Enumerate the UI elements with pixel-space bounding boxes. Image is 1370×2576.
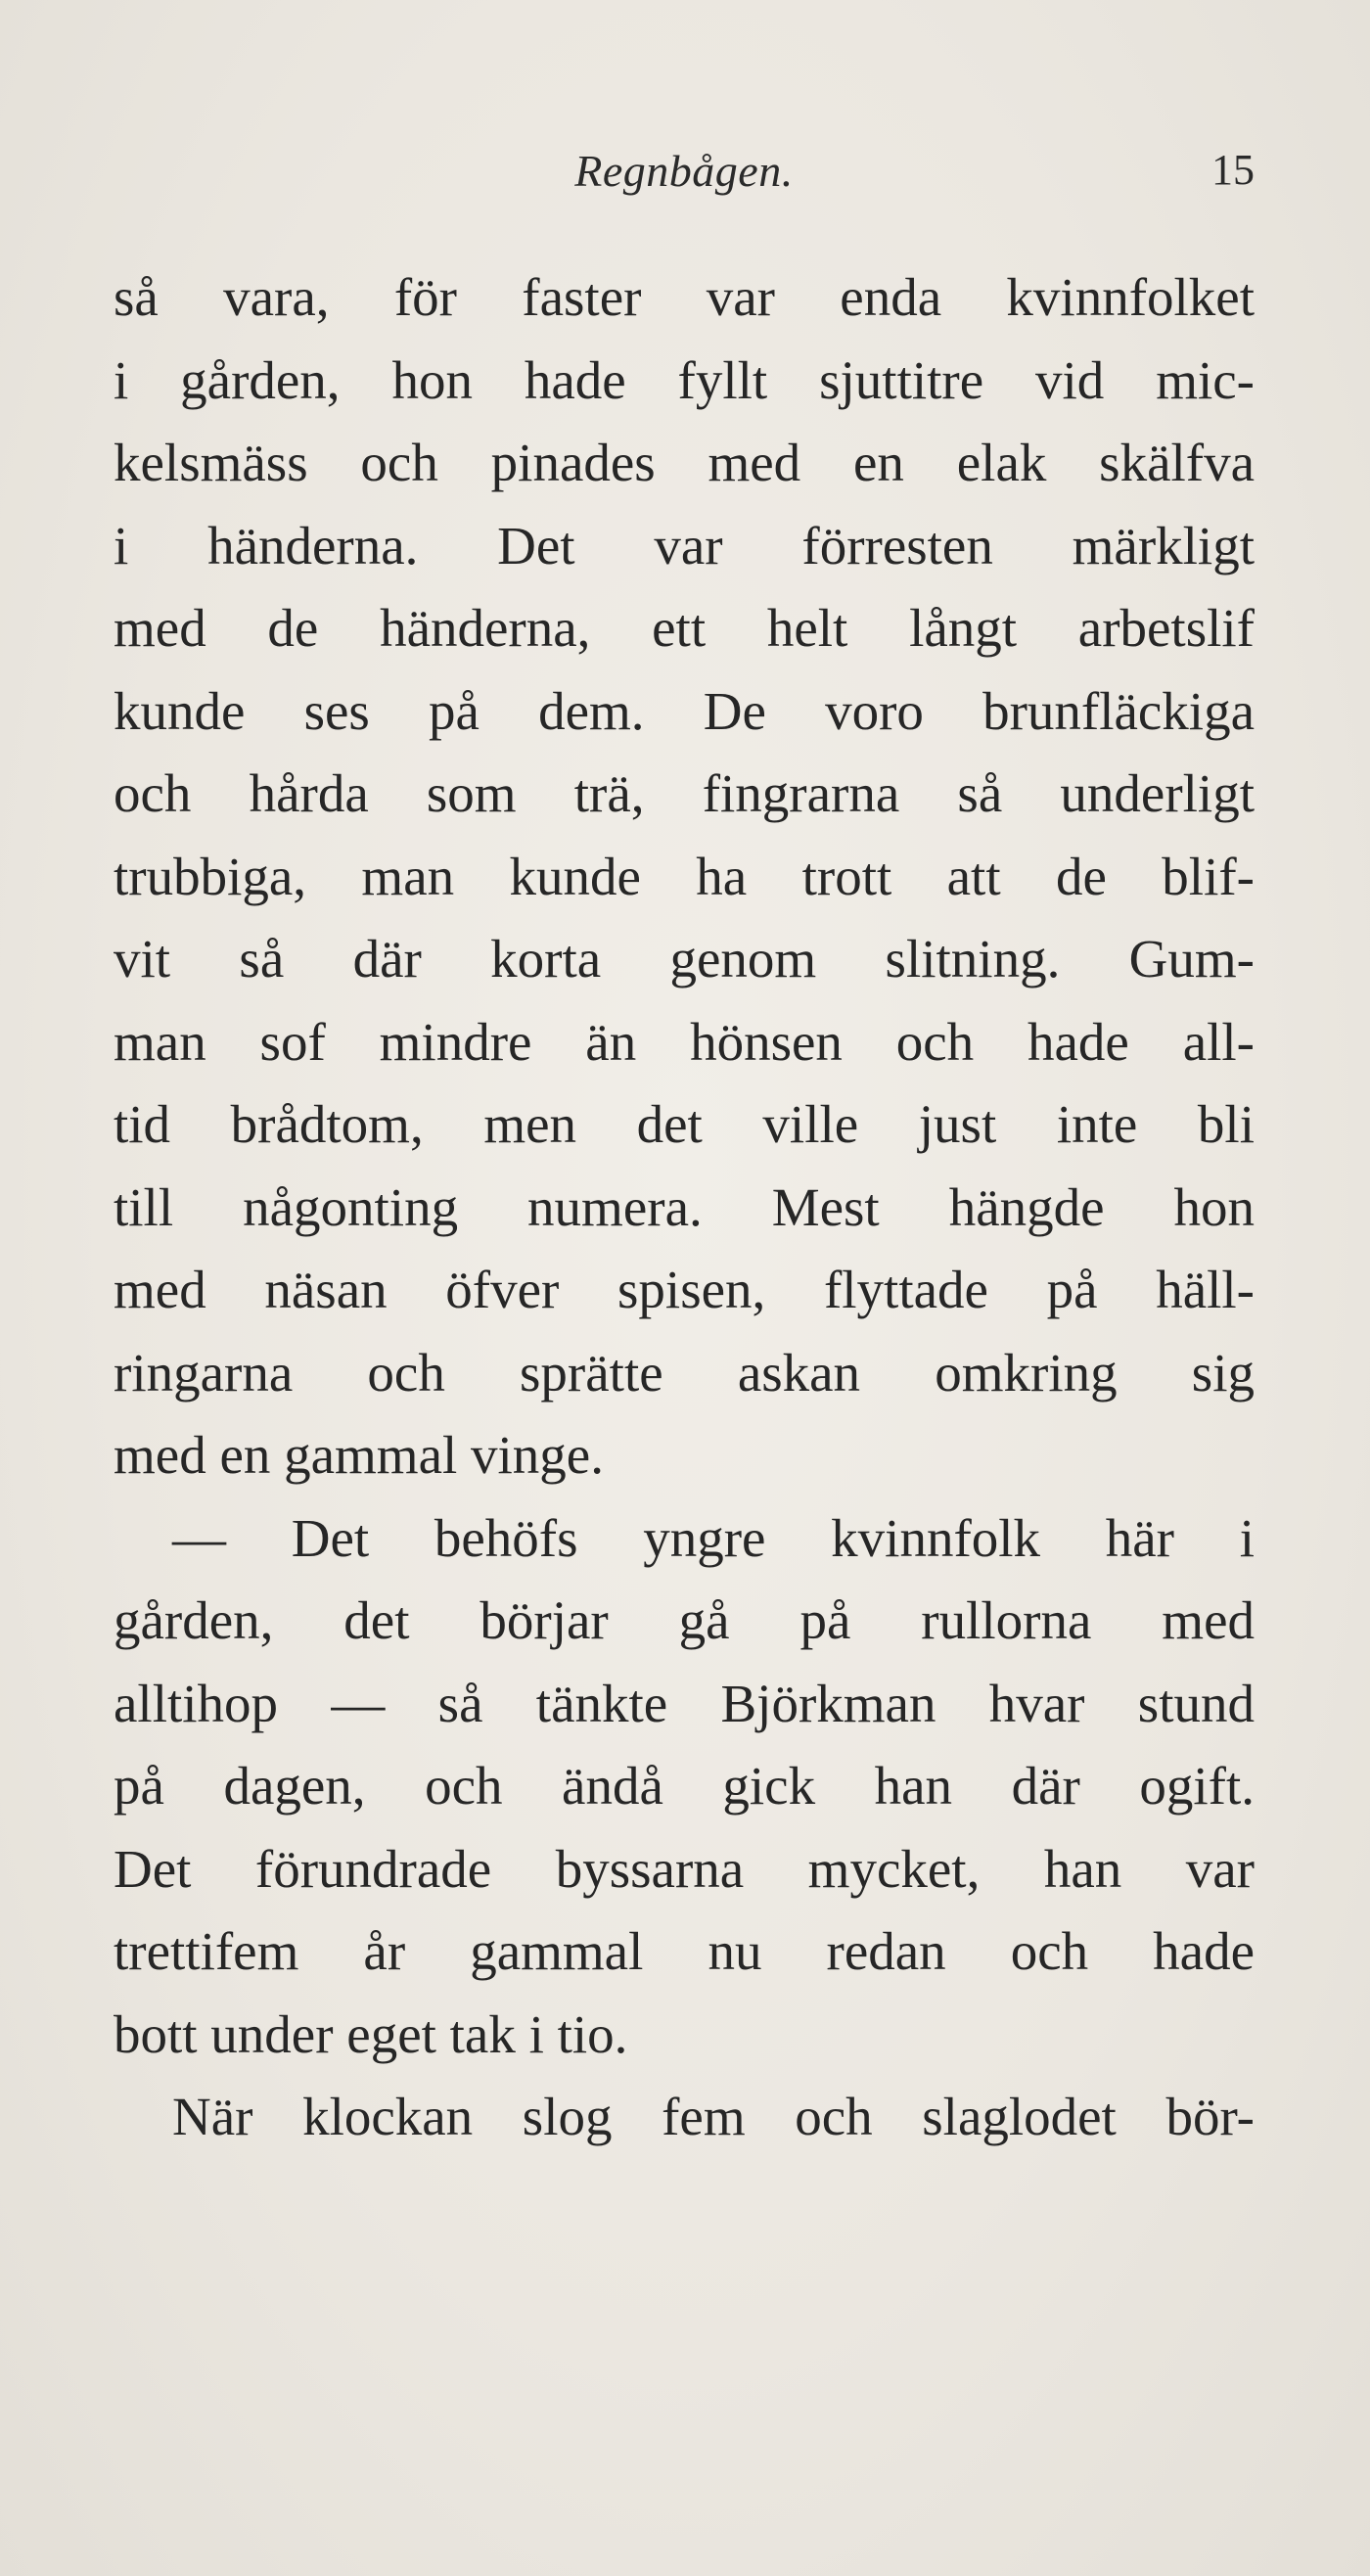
running-title: Regnbågen. — [574, 146, 794, 196]
text-line: kunde ses på dem. De voro brunfläckiga — [114, 680, 1255, 741]
page-header — [114, 145, 1255, 204]
paragraph-start-line: — Det behöfs yngre kvinnfolk här i — [172, 1507, 1255, 1568]
text-line: med näsan öfver spisen, flyttade på häll- — [114, 1260, 1255, 1319]
text-line: man sof mindre än hönsen och hade all- — [114, 1011, 1255, 1072]
text-line: på dagen, och ändå gick han där ogift. — [114, 1756, 1255, 1816]
text-line: så vara, för faster var enda kvinnfolket — [114, 267, 1255, 327]
text-line: vit så där korta genom slitning. Gum- — [114, 929, 1255, 989]
paragraph-end-line: bott under eget tak i tio. — [114, 2003, 628, 2064]
text-line: kelsmäss och pinades med en elak skälfva — [114, 433, 1255, 492]
text-line: tid brådtom, men det ville just inte bli — [114, 1094, 1255, 1154]
text-line: i händerna. Det var förresten märkligt — [114, 515, 1255, 575]
text-line: alltihop — så tänkte Björkman hvar stund — [114, 1673, 1255, 1733]
page-number: 15 — [1211, 146, 1255, 194]
body-text — [114, 256, 1255, 2159]
text-line: till någonting numera. Mest hängde hon — [114, 1176, 1255, 1237]
text-line: i gården, hon hade fyllt sjuttitre vid mic- — [114, 349, 1255, 410]
text-line: gården, det börjar gå på rullorna med — [114, 1590, 1255, 1650]
text-line: ringarna och sprätte askan omkring sig — [114, 1342, 1255, 1403]
text-line: trettifem år gammal nu redan och hade — [114, 1921, 1255, 1981]
paragraph-start-line: När klockan slog fem och slaglodet bör- — [172, 2087, 1255, 2146]
text-line: trubbiga, man kunde ha trott att de blif- — [114, 846, 1255, 906]
text-line: Det förundrade byssarna mycket, han var — [114, 1838, 1255, 1899]
paragraph-end-line: med en gammal vinge. — [114, 1425, 604, 1485]
text-line: och hårda som trä, fingrarna så underligt — [114, 763, 1255, 823]
text-line: med de händerna, ett helt långt arbetslif — [114, 598, 1255, 658]
